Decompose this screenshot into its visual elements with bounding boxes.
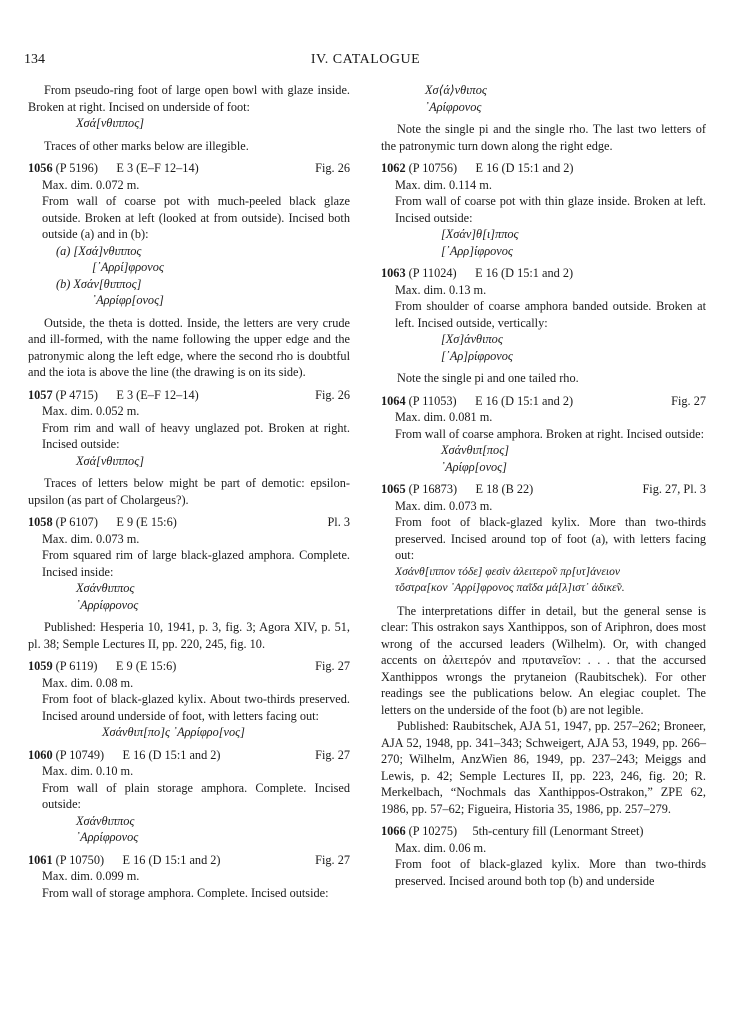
left-column: From pseudo-ring foot of large open bowl with glaze inside. Broken at right. Incised on underside of foot: Χσά[νθιππος] Traces of other marks below are illegible. 1056 (P 5196) E 3 (E–F 12–14) Fig. 26 Max. dim. 0.072 m. From wall of coarse pot with much-peeled black glaze outside. Broken at left (looked at from outside). Incised both outside (a) and in (b): (a) [Χσά]νθιππος [᾿Αρρί]φρονος (b) Χσάν[θιππος] ᾿Αρρίφρ[ονος] Outside, the theta is dotted. Inside, the letters are very crude and ill-formed, with the name following the upper edge and the patronymic along the left edge, where the second rho is doubtful and the iota is above the line (the drawing is on its side). 1057 (P 4715) E 3 (E–F 12–14) Fig. 26 Max. dim. 0.052 m. From rim and wall of heavy unglazed pot. Broken at right. Incised outside: Χσά[νθιππος] Traces of letters below might be part of demotic: epsilon-upsilon (as part of Cholargeus?). 1058 (P 6107) E 9 (E 15:6) Pl. 3 Max. dim. 0.073 m. From squared rim of large black-glazed amphora. Complete. Incised inside: Χσάνθιππος ᾿Αρρίφρονος Published: Hesperia 10, 1941, p. 3, fig. 3; Agora XIV, p. 51, pl. 38; Semple Lectures II, pp. 220, 245, fig. 10. 1059 (P 6119) E 9 (E 15:6) Fig. 27 Max. dim. 0.08 m. From foot of black-glazed kylix. About two-thirds preserved. Incised around underside of foot, with letters facing out: Χσάνθιπ[πο]ς ᾿Αρρίφρο[νος] 1060 (P 10749) E 16 (D 15:1 and 2) Fig. 27 Max. dim. 0.10 m. From wall of plain storage amphora. Complete. Incised outside: Χσάνθιππος ᾿Αρρίφρονος 1061 (P 10750) E 16 (D 15:1 and 2) Fig. 27 Max. dim. 0.099 m. From wall of storage amphora. Complete. Incised outside: [28,83,350,900]
intro-note: Traces of other marks below are illegible. [44,138,249,153]
description: From wall of coarse pot with much-peeled black glaze outside. Broken at left (looked at from outside). Incised both outside (a) and in (b): [42,194,350,241]
entry-1058-header: 1058 (P 6107) E 9 (E 15:6) Pl. 3 [28,515,350,529]
page-header [24,52,707,72]
entry-1060-header: 1060 (P 10749) E 16 (D 15:1 and 2) Fig. 27 [28,747,350,762]
greek-inscription: Χσ⟨ά⟩νθιπος [425,83,487,97]
dimension: Max. dim. 0.072 m. [42,177,140,192]
publication: Published: Raubitschek, AJA 51, 1947, pp. 257–262; Broneer, AJA 52, 1948, pp. 341–343; Schweigert, AJA 53, 1949, pp. 266–270; Wilhelm, AnzWien 86, 1949, pp. 237–243; Meiggs and Lewis, p. 42; Semple Lectures II, pp. 223, 246, fig. 20; R. Merkelbach, “Nochmals das Xanthippos-Ostrakon,” ZPE 62, 1986, pp. 57–62; Figueira, Historia 35, 1986, pp. 257–279. [381,719,706,816]
publication: Published: Hesperia 10, 1941, p. 3, fig. 3; Agora XIV, p. 51, pl. 38; Semple Lectures II, pp. 220, 245, fig. 10. [28,620,350,651]
page-title: IV. CATALOGUE [310,52,421,67]
note: Outside, the theta is dotted. Inside, the letters are very crude and ill-formed, with the name following the upper edge and the patronymic along the left edge, where the second rho is doubtful and the iota is above the line (the drawing is on its side). [28,315,350,379]
page-number: 134 [24,52,45,67]
right-column: Χσ⟨ά⟩νθιπος ᾿Αρίφρονος Note the single pi and the single rho. The last two letters of the patronymic turn down along the right edge. 1062 (P 10756) E 16 (D 15:1 and 2) Max. dim. 0.114 m. From wall of coarse pot with thin glaze inside. Broken at left. Incised outside: [Χσάν]θ[ι]ππος [᾿Αρρ]ίφρονος 1063 (P 11024) E 16 (D 15:1 and 2) Max. dim. 0.13 m. From shoulder of coarse amphora banded outside. Broken at left. Incised outside, vertically: [Χσ]άνθιπος [᾿Αρ]ρίφρονος Note the single pi and one tailed rho. 1064 (P 11053) E 16 (D 15:1 and 2) Fig. 27 Max. dim. 0.081 m. From wall of coarse amphora. Broken at right. Incised outside: Χσάνθιπ[πος] ᾿Αρίφρ[ονος] 1065 (P 16873) E 18 (B 22) Fig. 27, Pl. 3 Max. dim. 0.073 m. From foot of black-glazed kylix. More than two-thirds preserved. Incised around top of foot (a), with letters facing out: Χσάνθ[ιππον τόδε] φεσὶν ἀλειτερο̃ν πρ[υτ]άνειον τὄστρα[κον ᾿Αρρί]φρονος παῖδα μά[λ]ιστ᾿ ἀδικε̃ν. The interpretations differ in detail, but the general sense is clear: This ostrakon says Xanthippos, son of Ariphron, does most wrong of the accursed leaders (Wilhelm). Or, with changed accents on ἀλειτερόν and πρυτανεῖον: . . . that the accursed Xanthippos wrongs the prytaneion (Raubitschek). For other readings see the publications below. An elegiac couplet. The letters on the underside of the foot (b) are not legible. Published: Raubitschek, AJA 51, 1947, pp. 257–262; Broneer, AJA 52, 1948, pp. 341–343; Schweigert, AJA 53, 1949, pp. 266–270; Wilhelm, AnzWien 86, 1949, pp. 237–243; Meiggs and Lewis, p. 42; Semple Lectures II, pp. 223, 246, fig. 20; R. Merkelbach, “Nochmals das Xanthippos-Ostrakon,” ZPE 62, 1986, pp. 57–62; Figueira, Historia 35, 1986, pp. 257–279. 1066 (P 10275) 5th-century fill (Lenormant Street) Max. dim. 0.06 m. From foot of black-glazed kylix. More than two-thirds preserved. Incised around both top (b) and underside [381,83,706,888]
entry-1062-header: 1062 (P 10756) E 16 (D 15:1 and 2) [381,161,574,175]
entry-1066-header: 1066 (P 10275) 5th-century fill (Lenormant Street) [381,824,644,838]
entry-1056-header: 1056 (P 5196) E 3 (E–F 12–14) Fig. 26 [28,161,350,175]
entry-1061-header: 1061 (P 10750) E 16 (D 15:1 and 2) Fig. 27 [28,852,350,867]
entry-1065-header: 1065 (P 16873) E 18 (B 22) Fig. 27, Pl. 3 [381,482,706,496]
greek-inscription: Χσά[νθιππος] [76,116,144,130]
entry-1059-header: 1059 (P 6119) E 9 (E 15:6) Fig. 27 [28,659,350,673]
entry-1063-header: 1063 (P 11024) E 16 (D 15:1 and 2) [381,266,574,280]
entry-1057-header: 1057 (P 4715) E 3 (E–F 12–14) Fig. 26 [28,387,350,402]
entry-1064-header: 1064 (P 11053) E 16 (D 15:1 and 2) Fig. 27 [381,393,706,408]
intro-text: From pseudo-ring foot of large open bowl with glaze inside. Broken at right. Incised on underside of foot: [28,83,350,114]
